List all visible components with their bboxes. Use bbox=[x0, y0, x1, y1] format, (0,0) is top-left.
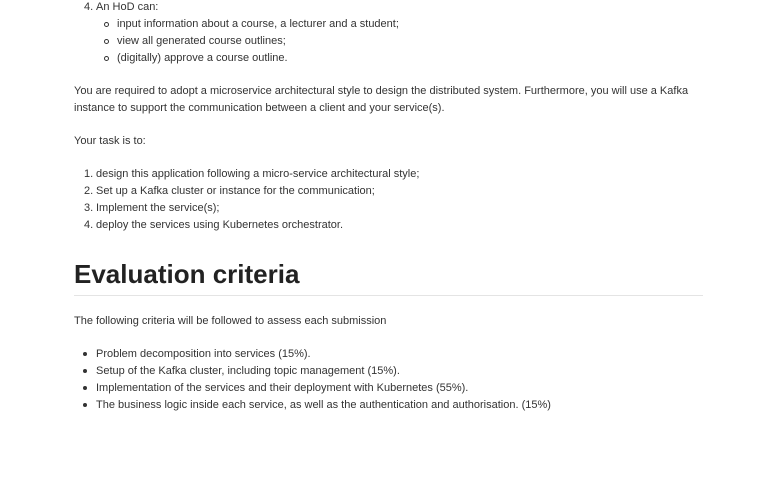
criteria-item: Problem decomposition into services (15%). bbox=[96, 348, 311, 360]
circle-bullet-icon bbox=[104, 56, 109, 61]
list-number: 4. bbox=[84, 219, 94, 231]
criteria-item: Setup of the Kafka cluster, including topic management (15%). bbox=[96, 365, 400, 377]
list-number: 4. bbox=[84, 1, 94, 13]
list-number: 3. bbox=[84, 202, 94, 214]
intro-paragraph-line: instance to support the communication between a client and your service(s). bbox=[74, 102, 445, 114]
hod-item: view all generated course outlines; bbox=[117, 35, 286, 47]
task-lead: Your task is to: bbox=[74, 135, 146, 147]
evaluation-lead: The following criteria will be followed to assess each submission bbox=[74, 315, 387, 327]
task-item: Set up a Kafka cluster or instance for the communication; bbox=[96, 185, 375, 197]
section-heading: Evaluation criteria bbox=[74, 259, 300, 289]
hod-item: (digitally) approve a course outline. bbox=[117, 52, 288, 64]
list-number: 1. bbox=[84, 168, 94, 180]
task-item: deploy the services using Kubernetes orchestrator. bbox=[96, 219, 344, 231]
criteria-item: Implementation of the services and their deployment with Kubernetes (55%). bbox=[96, 382, 469, 394]
intro-paragraph-line: You are required to adopt a microservice architectural style to design the distributed system. Furthermore, you will use a Kafka bbox=[74, 85, 689, 97]
task-item: Implement the service(s); bbox=[96, 202, 220, 214]
circle-bullet-icon bbox=[104, 39, 109, 44]
disc-bullet-icon bbox=[83, 403, 87, 407]
task-item: design this application following a micro-service architectural style; bbox=[96, 168, 420, 180]
disc-bullet-icon bbox=[83, 352, 87, 356]
hod-label: An HoD can: bbox=[96, 1, 159, 13]
hod-item: input information about a course, a lecturer and a student; bbox=[117, 18, 399, 30]
heading-divider bbox=[74, 295, 703, 296]
criteria-item: The business logic inside each service, as well as the authentication and authorisation. (15%) bbox=[96, 399, 551, 411]
circle-bullet-icon bbox=[104, 22, 109, 27]
disc-bullet-icon bbox=[83, 369, 87, 373]
disc-bullet-icon bbox=[83, 386, 87, 390]
list-number: 2. bbox=[84, 185, 94, 197]
